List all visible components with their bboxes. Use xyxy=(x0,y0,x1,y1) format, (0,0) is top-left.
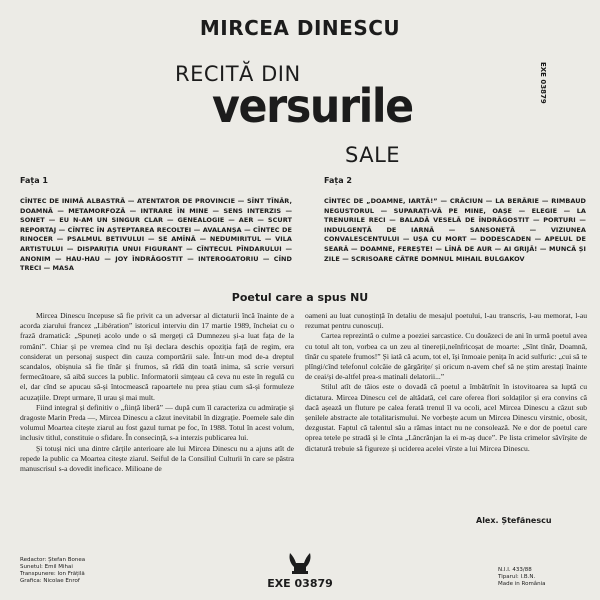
catalog-number: EXE 03879 xyxy=(267,577,333,590)
print-info xyxy=(498,567,546,588)
credit-line: Redactor: Ștefan Bonea xyxy=(20,557,86,563)
print-line: N.I.I. 433/88 xyxy=(498,567,532,573)
album-title: versurile xyxy=(212,79,413,133)
essay-paragraph: oameni au luat cunoștință în detaliu de mesajul poetului, l-au transcris, l-au memorat, l-au rezumat pentru cunoscuți. xyxy=(305,311,587,331)
essay-column-2 xyxy=(305,311,587,454)
essay-paragraph: Și totuși nici una dintre cărțile anterioare ale lui Mircea Dinescu nu a ajuns atît de repede la public ca Moartea citește ziarul. Seiful de la Consiliul Culturii în care se păstra manuscrisul s-a dovedit ineficace. Milioane de xyxy=(20,443,294,474)
essay-paragraph: Stilul atît de tăios este o dovadă că poetul a îmbătrînit în istovitoarea sa luptă cu dictatura. Mircea Dinescu cel de altădată, cel care oferea flori soldaților și era convins că dacă așează un fluture pe calea ferată trenul îl va ocoli, acel Mircea Dinescu a căzut sub șenilele abstracte ale totalitarismului. Ne vorbește acum un Mircea Dinescu virstnic, obosit, dezgustat. Faptul că talentul său a rămas intact nu ne consolează. Ne e dor de poetul care oprea tetele pe stradă și le cînta „Lăncrănjan la ei m-aș duce”. Pe lista crimelor săvîrșite de dictatură trebuie să figureze și uciderea acelei vîrste a lui Mircea Dinescu. xyxy=(305,382,587,453)
side-1-heading: Fața 1 xyxy=(20,176,48,185)
side-1-track-list: CÎNTEC DE INIMĂ ALBASTRĂ — ATENTATOR DE PROVINCIE — SÎNT TÎNĂR, DOAMNĂ — METAMORFOZĂ — INTRARE ÎN MINE — SENS INTERZIS — SONET — EU N-AM UN SINGUR CLAR — GENEALOGIE — AER — SCURT REPORTAJ — CÎNTEC ÎN AȘTEPTAREA RECOLTEI — AVALANȘA — CÎNTEC DE RINOCER — PSALMUL BETIVULUI — SE AMÎNĂ — NEDUMIRITUL — VILA ARTISTULUI — DISPARIȚIA UNUI FIGURANT — CÎNTECUL PÎNDARULUI — ANONIM — HAU-HAU — JOY ÎNDRĂGOSTIT — INTEROGATORIU — CÎND TRECI — MASA xyxy=(20,197,292,273)
essay-title: Poetul care a spus NU xyxy=(231,291,369,304)
essay-paragraph: Cartea reprezintă o culme a poeziei sarcastice. Cu douăzeci de ani în urmă poetul avea cu totul alt ton, vorbea ca un zeu al tinereții,neînfricoșat de moarte: „Sînt tînăr, Doamnă, tînăr cu spatele frumos!” Și iată că acum, tot el, își înmoaie penița în acid sulfuric: „cui să te plîngi/cînd telefonul colcăie de gărgărițe/ și oricum n-avem chef să ne știm arestați înainte de ceai/și de-altfel prea-s matinali delatorii...” xyxy=(305,331,587,382)
catalog-number-vertical: EXE 03879 xyxy=(539,62,547,104)
essay-paragraph: Fiind integral și definitiv o „ființă liberă” — după cum îl caracteriza cu admirație și dragoste Marin Preda —, Mircea Dinescu a căzut inevitabil în dizgrație. Poemele sale din volumul Moartea citește ziarul au fost gazul turnat pe foc, în 1988. Totul în acest volum, inclusiv titlul, constituie o sfidare. În consecință, s-a interzis publicarea lui. xyxy=(20,402,294,443)
credit-line: Grafica: Nicolae Enrof xyxy=(20,578,80,584)
print-line: Tiparul: I.B.N. xyxy=(498,574,536,580)
essay-column-1 xyxy=(20,311,294,474)
title-prefix: RECITĂ DIN xyxy=(175,62,301,86)
essay-paragraph: Mircea Dinescu începuse să fie privit ca un adversar al dictaturii încă înainte de a acorda ziarului francez „Libération” istoricul interviu din 17 martie 1989, încheiat cu o frază dramatică: „Spuneți acolo unde o să mergeți că Dumnezeu și-a luat fața de la români”. Chiar și pe vremea cînd nu își declara deschis opoziția față de regim, era considerat un personaj suspect din cauza comportării sale. Într-un mod de-a dreptul scandalos, obișnuia să fie tînăr și frumos, să rîdă din toată inima, să scrie versuri fermecătoare, să aibă succes la public. Informatorii simțeau că ceva nu este în regulă cu el, dar cînd se apucau să-și întocmească rapoartele nu prea știau cum să-și formuleze acuzațiile. Drept urmare, îl urau și mai mult. xyxy=(20,311,294,402)
credit-line: Transpunere: Ion Frățilă xyxy=(20,571,85,577)
essay-author: Alex. Ștefănescu xyxy=(476,516,552,525)
side-2-heading: Fața 2 xyxy=(324,176,352,185)
print-line: Made in România xyxy=(498,581,546,587)
title-suffix: SALE xyxy=(345,143,401,167)
side-2-track-list: CÎNTEC DE „DOAMNE, IARTĂ!” — CRĂCIUN — LA BERĂRIE — RIMBAUD NEGUSTORUL — SUPARAȚI-VĂ PE MINE, OAȘE — ELEGIE — LA TRENURILE RECI — BALADĂ VESELĂ DE ÎNDRĂGOSTIT — PORTURI — INDULGENȚĂ DE IARNĂ — SANSONETĂ — VIZIUNEA CONVALESCENTULUI — UȘA CU MORT — DODESCADEN — APELUL DE SEARĂ — DOAMNE, FEREȘTE! — LÎNĂ DE AUR — AI GRIJĂ! — MUNCĂ ȘI ZILE — SCRISOARE CĂTRE DOMNUL MIHAIL BULGAKOV xyxy=(324,197,586,263)
artist-name: MIRCEA DINESCU xyxy=(199,16,401,40)
lyre-logo-icon xyxy=(284,549,316,575)
credit-line: Sunetul: Emil Mihai xyxy=(20,564,73,570)
